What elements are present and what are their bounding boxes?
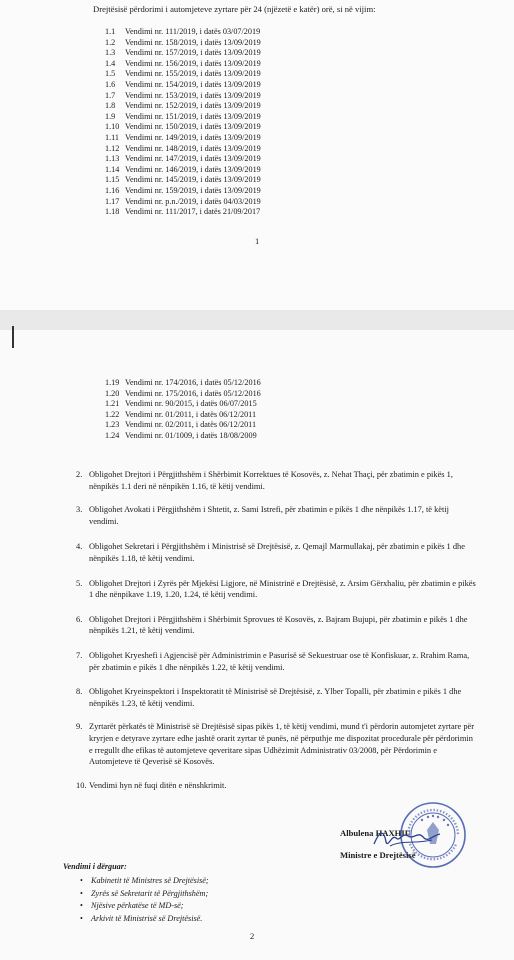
- obligation-item: 9. Zyrtarët përkatës të Ministrisë së Drejtësisë sipas pikës 1, të këtij vendimi, mund t'i përdorin automjetet zyrtare për kryrjen e detyrave zyrtare edhe jashtë orarit zyrtar të punës, në përputhje me dispozitat procedurale për përdorimin e rregullt dhe efikas të automjeteve qeveritare sipas Udhëzimit Administrativ 03/2008, për Përdorimin e Automjeteve të Qeverisë së Kosovës.: [76, 722, 475, 767]
- obligation-item: 3. Obligohet Avokati i Përgjithshëm i Shtetit, z. Sami Istrefi, për zbatimin e pikës 1 dhe nënpikës 1.17, të këtij vendimi.: [76, 505, 449, 526]
- sent-to-item: • Njësive përkatëse të MD-së;: [80, 900, 209, 913]
- sent-to-title: Vendimi i dërguar:: [63, 862, 127, 871]
- decision-item: 1.9 Vendimi nr. 151/2019, i datës 13/09/2019: [105, 111, 261, 121]
- obligation-item: 4. Obligohet Sekretari i Përgjithshëm i Ministrisë së Drejtësisë, z. Qemajl Marmullakaj, për zbatimin e pikës 1 dhe nënpikës 1.18, të këtij vendimi.: [76, 542, 465, 563]
- signatory-title: Ministre e Drejtësisë: [340, 850, 416, 860]
- handwritten-signature-icon: [372, 826, 442, 850]
- decision-item: 1.12 Vendimi nr. 148/2019, i datës 13/09/2019: [105, 143, 261, 153]
- decision-item: 1.14 Vendimi nr. 146/2019, i datës 13/09/2019: [105, 164, 261, 174]
- obligation-item: 8. Obligohet Kryeinspektori i Inspektoratit të Ministrisë së Drejtësisë, z. Ylber Topalli, për zbatimin e pikës 1 dhe nënpikës 1.23, të këtij vendimi.: [76, 687, 462, 708]
- obligation-item: 6. Obligohet Drejtori i Përgjithshëm i Shërbimit Sprovues të Kosovës, z. Bajram Bujupi, për zbatimin e pikës 1 dhe nënpikës 1.21, të këtij vendimi.: [76, 614, 468, 636]
- decision-item: 1.4 Vendimi nr. 156/2019, i datës 13/09/2019: [105, 58, 261, 68]
- decision-item: 1.17 Vendimi nr. p.n./2019, i datës 04/03/2019: [105, 196, 261, 206]
- page-number-1: 1: [255, 236, 260, 246]
- obligation-list: [76, 469, 476, 791]
- decision-item: 1.20 Vendimi nr. 175/2016, i datës 05/12/2016: [105, 388, 261, 398]
- intro-text: Drejtësisë përdorimi i automjeteve zyrtare për 24 (njëzetë e katër) orë, si në vijim:: [93, 4, 376, 14]
- signatory-name: Albulena HAXHIU: [340, 828, 411, 838]
- decision-item: 1.11 Vendimi nr. 149/2019, i datës 13/09/2019: [105, 132, 261, 142]
- decision-item: 1.21 Vendimi nr. 90/2015, i datës 06/07/2015: [105, 399, 257, 409]
- decision-item: 1.6 Vendimi nr. 154/2019, i datës 13/09/2019: [105, 79, 261, 89]
- decision-list-page-1: [105, 27, 261, 218]
- decision-item: 1.8 Vendimi nr. 152/2019, i datës 13/09/2019: [105, 101, 261, 111]
- obligation-item: 7. Obligohet Kryeshefi i Agjencisë për Administrimin e Pasurisë së Sekuestruar ose të Konfiskuar, z. Rrahim Rama, për zbatimin e pikës 1 dhe nënpikës 1.22, të këtij vendimi.: [76, 650, 470, 672]
- sent-to-item: • Zyrës së Sekretarit të Përgjithshëm;: [80, 888, 209, 901]
- decision-item: 1.24 Vendimi nr. 01/1009, i datës 18/08/2009: [105, 430, 257, 440]
- page-gap: [0, 310, 514, 330]
- sent-to-list: [80, 875, 209, 925]
- obligation-item: 5. Obligohet Drejtori i Zyrës për Mjekësi Ligjore, në Ministrinë e Drejtësisë, z. Arsim Gërxhaliu, për zbatimin e pikës 1 dhe nënpikave 1.19, 1.20, 1.24, të këtij vendimi.: [76, 578, 476, 600]
- decision-item: 1.16 Vendimi nr. 159/2019, i datës 13/09/2019: [105, 185, 261, 195]
- obligation-item: 2. Obligohet Drejtori i Përgjithshëm i Shërbimit Korrektues të Kosovës, z. Nehat Thaçi, për zbatimin e pikës 1, nënpikës 1.1 deri në nënpikën 1.16, të këtij vendimi.: [76, 470, 453, 491]
- decision-list-page-2: [105, 378, 261, 442]
- decision-item: 1.19 Vendimi nr. 174/2016, i datës 05/12/2016: [105, 378, 261, 387]
- sent-to-item: • Kabinetit të Ministres së Drejtësisë;: [80, 875, 209, 888]
- decision-item: 1.5 Vendimi nr. 155/2019, i datës 13/09/2019: [105, 69, 261, 79]
- decision-item: 1.22 Vendimi nr. 01/2011, i datës 06/12/2011: [105, 409, 257, 419]
- decision-item: 1.10 Vendimi nr. 150/2019, i datës 13/09/2019: [105, 122, 261, 132]
- decision-item: 1.7 Vendimi nr. 153/2019, i datës 13/09/2019: [105, 90, 261, 100]
- decision-item: 1.23 Vendimi nr. 02/2011, i datës 06/12/2011: [105, 420, 257, 430]
- decision-item: 1.13 Vendimi nr. 147/2019, i datës 13/09/2019: [105, 154, 261, 164]
- decision-item: 1.2 Vendimi nr. 158/2019, i datës 13/09/2019: [105, 37, 261, 47]
- scan-mark: [12, 326, 14, 348]
- decision-item: 1.15 Vendimi nr. 145/2019, i datës 13/09/2019: [105, 175, 261, 185]
- page-number-2: 2: [250, 931, 255, 941]
- decision-item: 1.1 Vendimi nr. 111/2019, i datës 03/07/2019: [105, 27, 261, 36]
- decision-item: 1.3 Vendimi nr. 157/2019, i datës 13/09/2019: [105, 48, 261, 58]
- sent-to-item: • Arkivit të Ministrisë së Drejtësisë.: [80, 913, 209, 926]
- decision-item: 1.18 Vendimi nr. 111/2017, i datës 21/09/2017: [105, 207, 261, 217]
- obligation-item: 10. Vendimi hyn në fuqi ditën e nënshkrimit.: [76, 780, 227, 790]
